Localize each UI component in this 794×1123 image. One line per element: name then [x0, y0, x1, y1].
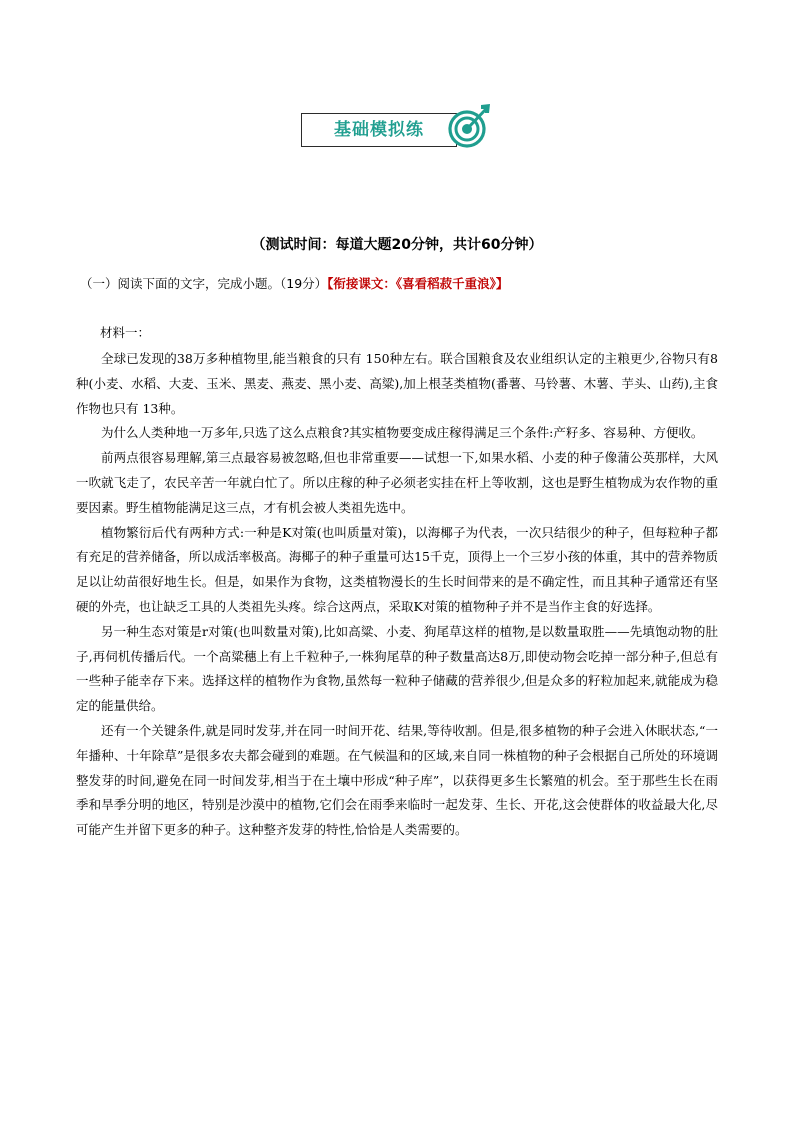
paragraph: 植物繁衍后代有两种方式:一种是K对策(也叫质量对策)，以海椰子为代表，一次只结很少的种子，但每粒种子都有充足的营养储备，所以成活率极高。海椰子的种子重量可达15千克，顶得上一个三岁小孩的体重，其中的营养物质足以让幼苗很好地生长。但是，如果作为食物，这类植物漫长的生长时间带来的是不确定性，而且其种子通常还有坚硬的外壳，也让缺乏工具的人类祖先头疼。综合这两点，采取K对策的植物种子并不是当作主食的好选择。 — [76, 524, 718, 614]
paragraph: 前两点很容易理解,第三点最容易被忽略,但也非常重要——试想一下,如果水稻、小麦的种子像蒲公英那样，大风一吹就飞走了，农民辛苦一年就白忙了。所以庄稼的种子必须老实挂在杆上等收割，这也是野生植物成为农作物的重要因素。野生植物能满足这三点，才有机会被人类祖先选中。 — [76, 450, 718, 515]
material-label: 材料一： — [100, 325, 151, 340]
paragraph: 另一种生态对策是r对策(也叫数量对策),比如高粱、小麦、狗尾草这样的植物,是以数量取胜——先填饱动物的肚子,再伺机传播后代。一个高粱穗上有上千粒种子,一株狗尾草的种子数量高达8万,即使动物会吃掉一部分种子,但总有一些种子能幸存下来。选择这样的植物作为食物,虽然每一粒种子储藏的营养很少,但是众多的籽粒加起来,就能成为稳定的能量供给。 — [76, 623, 718, 714]
section-badge — [301, 101, 489, 149]
section-intro: （一）阅读下面的文字，完成小题。（19分） — [80, 276, 328, 291]
badge-label: 基础模拟练 — [334, 120, 424, 140]
target-icon — [445, 101, 493, 149]
paragraph: 还有一个关键条件,就是同时发芽,并在同一时间开花、结果,等待收割。但是,很多植物的种子会进入休眠状态,“一年播种、十年除草”是很多农夫都会碰到的难题。在气候温和的区域,来自同一株植物的种子会根据自己所处的环境调整发芽的时间,避免在同一时间发芽,相当于在土壤中形成“种子库”，以获得更多生长繁殖的机会。至于那些生长在雨季和旱季分明的地区，特别是沙漠中的植物,它们会在雨季来临时一起发芽、生长、开花,这会使群体的收益最大化,尽可能产生并留下更多的种子。这种整齐发芽的特性,恰恰是人类需要的。 — [76, 722, 718, 838]
article-body — [76, 347, 718, 843]
paragraph: 全球已发现的38万多种植物里,能当粮食的只有 150种左右。联合国粮食及农业组织认定的主粮更少,谷物只有8种(小麦、水稻、大麦、玉米、黑麦、燕麦、黑小麦、高粱),加上根茎类植物(番薯、马铃薯、木薯、芋头、山药),主食作物也只有 13种。 — [76, 351, 718, 416]
linked-lesson: 【衔接课文：《喜看稻菽千重浪》】 — [327, 276, 509, 291]
section-heading — [80, 274, 508, 292]
paragraph: 为什么人类种地一万多年,只选了这么点粮食?其实植物要变成庄稼得满足三个条件:产籽多、容易种、方便收。 — [101, 425, 704, 441]
test-time-subtitle: （测试时间：每道大题20分钟，共计60分钟） — [251, 237, 543, 253]
